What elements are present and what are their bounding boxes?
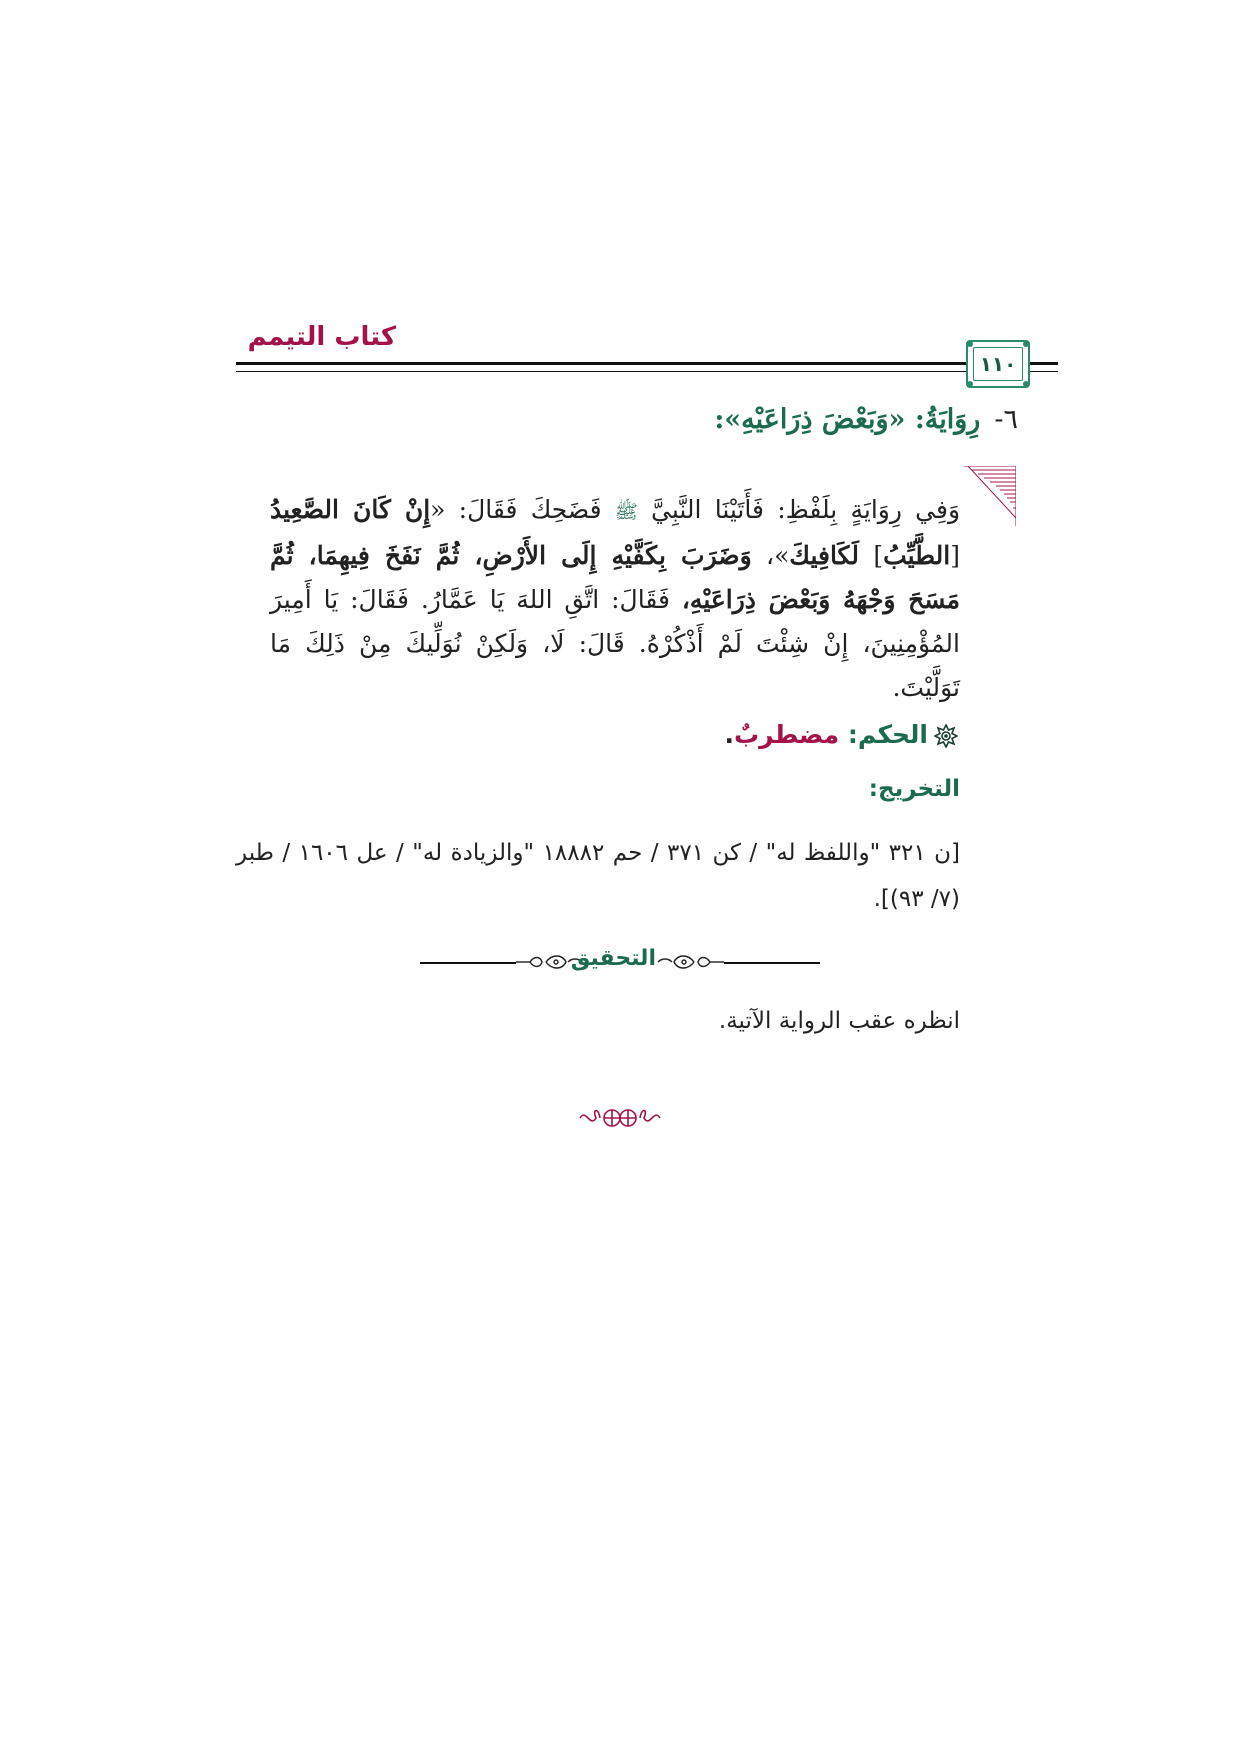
divider-line [420, 962, 516, 964]
tahqiq-text: انظره عقب الرواية الآتية. [718, 1008, 960, 1034]
badge-corner-icon [1023, 381, 1029, 387]
bold-run: إِنْ كَانَ الصَّعِيدُ [270, 495, 431, 524]
corner-ornament-icon [964, 466, 1016, 526]
hukm-label: الحكم: [847, 720, 928, 749]
bold-run: لَكَافِيكَ [789, 541, 859, 570]
text-run: »، [751, 541, 790, 570]
takhrij-text: [ن ٣٢١ "واللفظ له" / كن ٣٧١ / حم ١٨٨٨٢ "والزيادة له" / عل ١٦٠٦ / طبر (٧/ ٩٣)]. [236, 840, 960, 912]
text-run: وَفِي رِوَايَةٍ بِلَفْظِ: فَأَتَيْنَا النَّبِيَّ [651, 495, 961, 524]
page-number: ١١٠ [973, 347, 1023, 381]
salla-glyph: ﷺ [614, 501, 638, 523]
tahqiq-divider [420, 942, 820, 982]
hukm-value: مضطربٌ [734, 720, 840, 749]
floral-divider-icon [656, 950, 724, 974]
tahqiq-label: التحقيق [570, 946, 656, 971]
page-number-badge [966, 340, 1030, 388]
badge-corner-icon [967, 381, 973, 387]
book-title: كتاب التيمم [247, 322, 396, 352]
badge-corner-icon [967, 341, 973, 347]
section-number: ٦- [994, 404, 1018, 435]
hukm-line [458, 720, 958, 749]
takhrij-label: التخريج: [868, 776, 960, 802]
text-run: [ [950, 541, 961, 570]
badge-corner-icon [1023, 341, 1029, 347]
text-run: ] [858, 541, 884, 570]
hadith-text [270, 488, 960, 710]
rosette-icon [934, 724, 958, 748]
divider-line [724, 962, 820, 964]
header-rule-right [1030, 362, 1058, 372]
end-ornament-icon [578, 1100, 662, 1136]
section-title: رِوَايَةُ: «وَبَعْضَ ذِرَاعَيْهِ»: [714, 404, 981, 435]
hukm-period: . [724, 720, 735, 749]
bold-run: وَضَرَبَ بِكَفَّيْهِ إِلَى الأَرْضِ، ثُمَّ نَفَخَ فِيهِمَا، ثُمَّ مَسَحَ وَجْهَهُ وَبَعْضَ ذِرَاعَيْهِ، [270, 541, 960, 614]
section-heading [318, 404, 1018, 435]
text-run: فَضَحِكَ فَقَالَ: « [430, 495, 615, 524]
header-rule-left [236, 362, 966, 372]
text-run: فَقَالَ: اتَّقِ اللهَ يَا عَمَّارُ. فَقَالَ: يَا أَمِيرَ المُؤْمِنِينَ، إِنْ شِئْتَ لَمْ أَذْكُرْهُ. قَالَ: لَا، وَلَكِنْ نُوَلِّيكَ مِنْ ذَلِكَ مَا تَوَلَّيْتَ. [270, 585, 960, 702]
bold-run: الطَّيِّبُ [883, 541, 951, 570]
